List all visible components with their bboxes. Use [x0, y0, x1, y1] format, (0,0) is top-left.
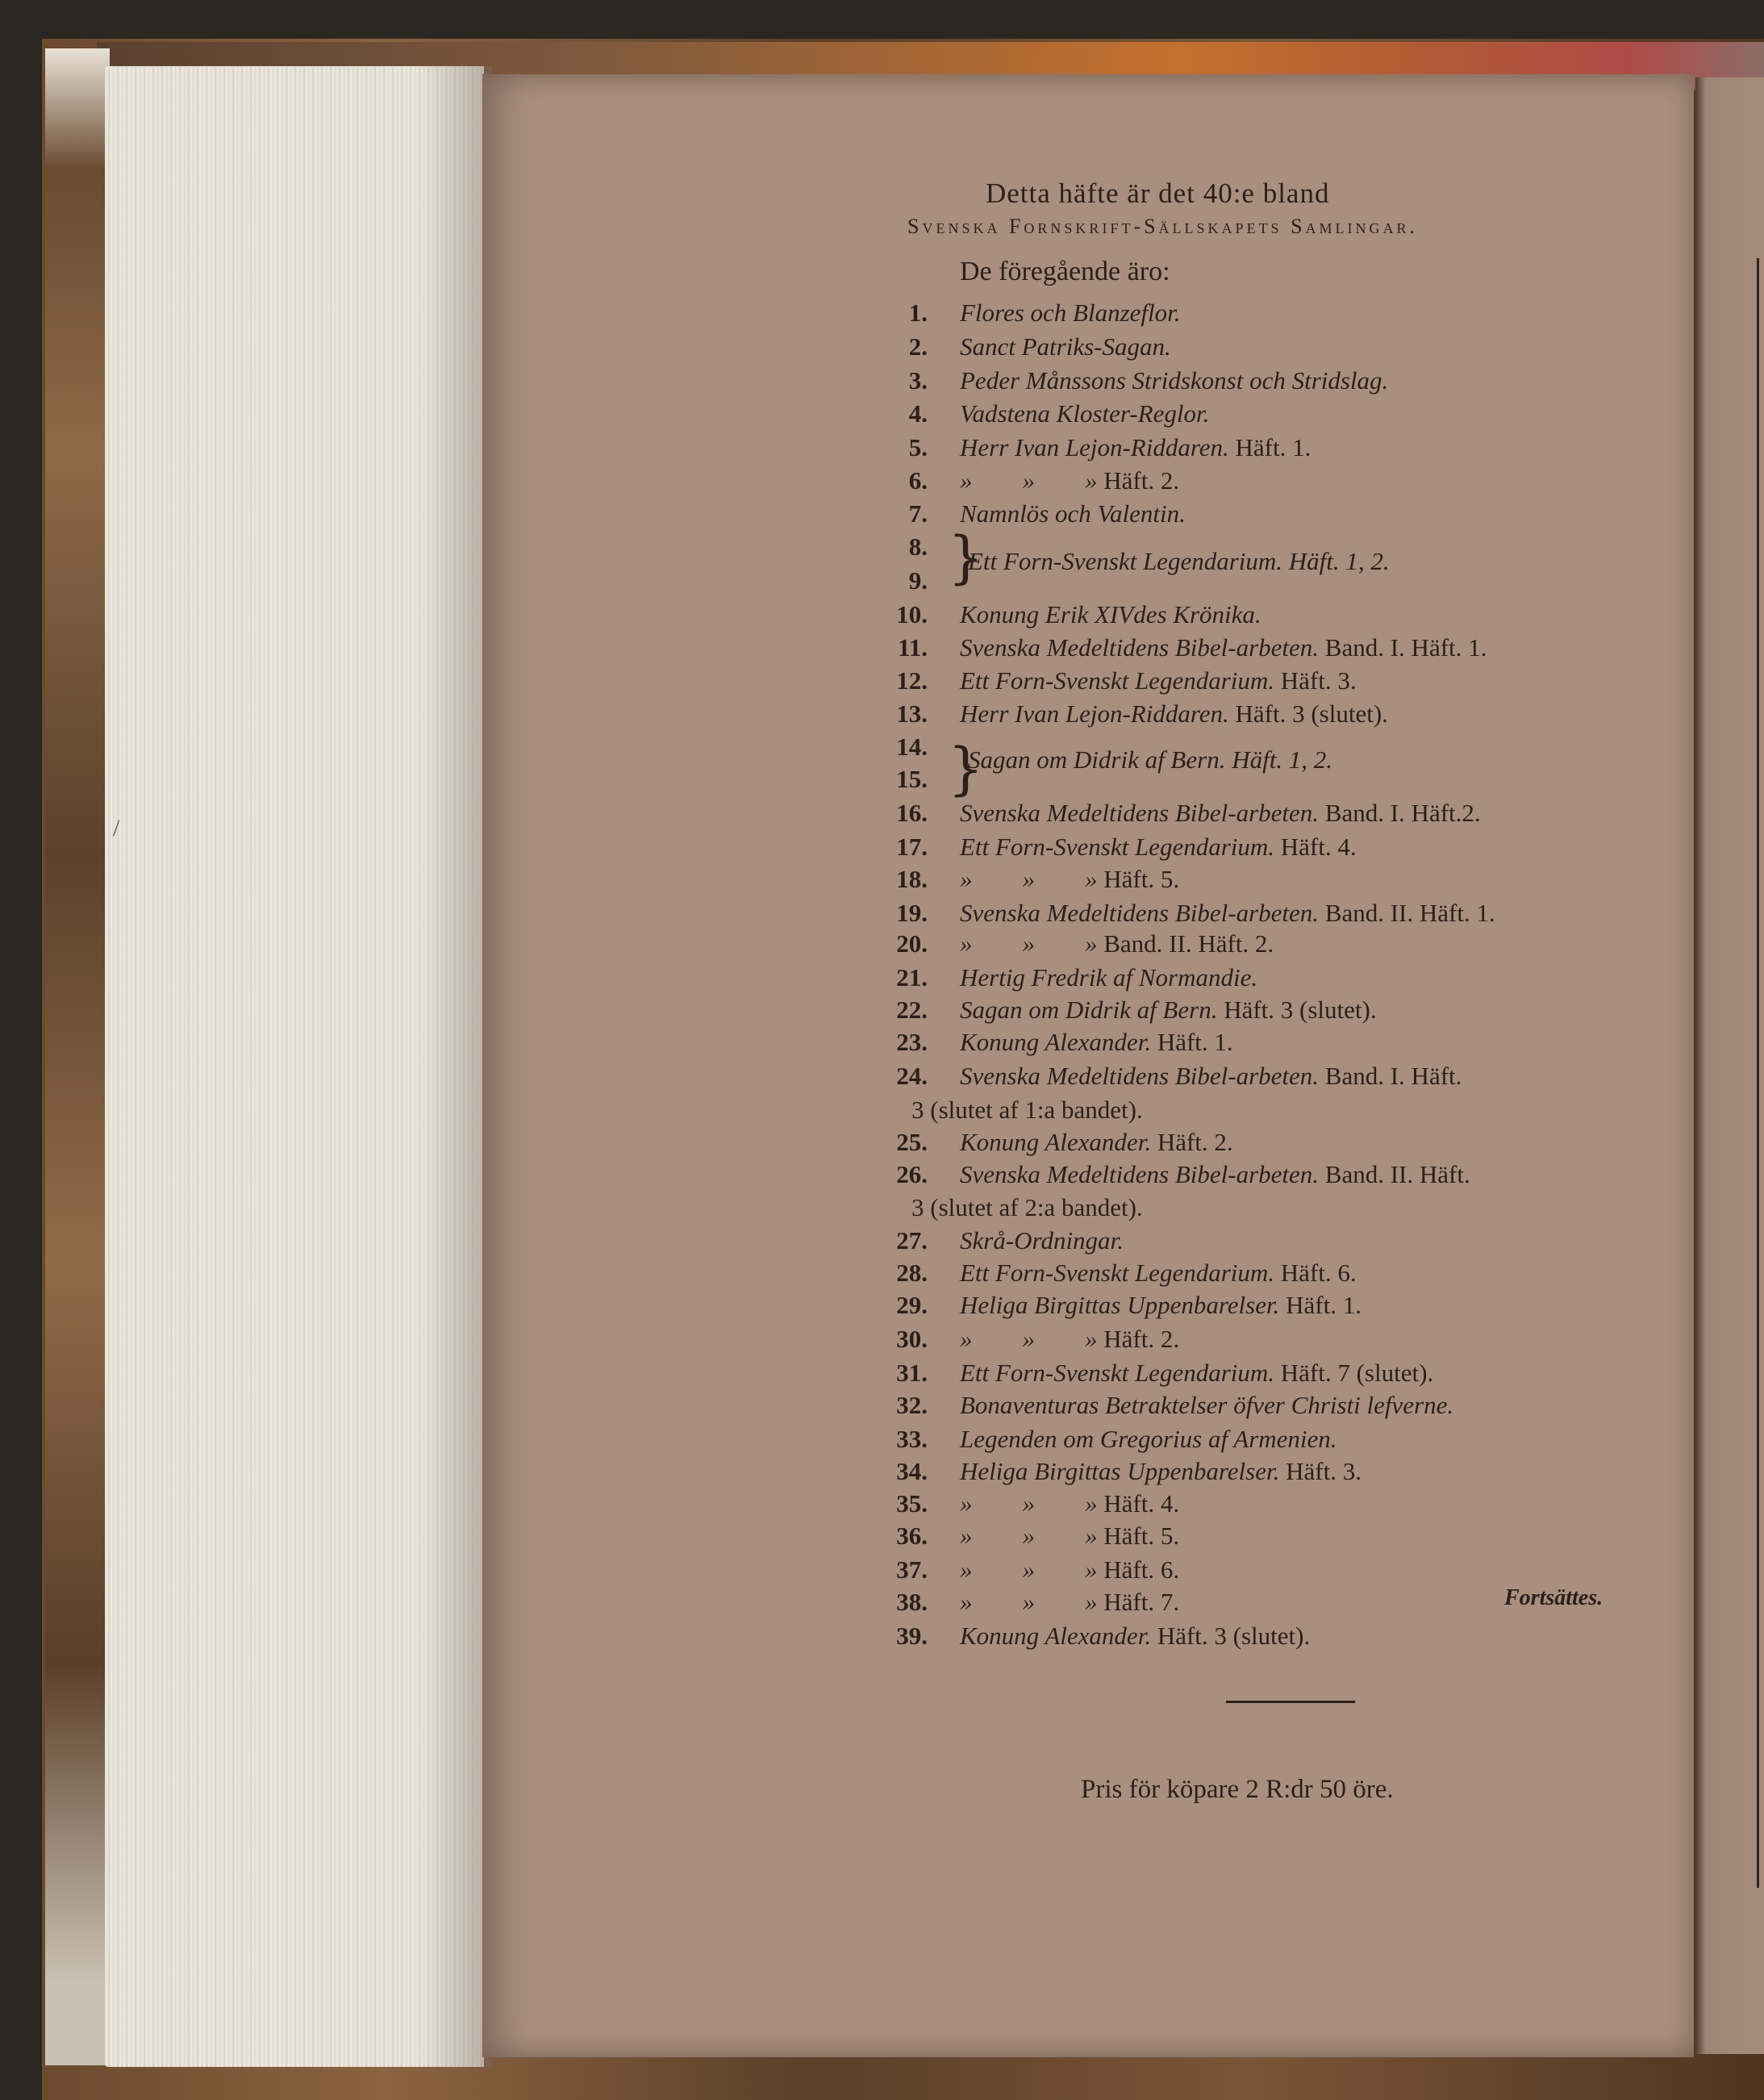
entry-title: [960, 797, 1481, 829]
entry-row: [879, 1520, 1653, 1552]
entry-number: 13.: [896, 699, 928, 728]
entry-number: 8.: [908, 532, 928, 561]
entry-suffix: Häft. 7.: [1103, 1588, 1180, 1616]
entry-title: [960, 331, 1171, 363]
entry-number: 5.: [908, 433, 928, 461]
entry-title-text: » » »: [960, 865, 1098, 893]
entry-row: [879, 1225, 1653, 1257]
entry-row: [879, 1554, 1653, 1586]
entry-number: 33.: [896, 1425, 928, 1453]
entry-title: [960, 297, 1181, 329]
entry-title: [960, 831, 1357, 863]
entry-suffix: Häft. 6.: [1280, 1259, 1357, 1287]
entry-number: 23.: [896, 1028, 928, 1056]
price-line: Pris för köpare 2 R:dr 50 öre.: [1081, 1775, 1394, 1804]
entry-number: 14.: [896, 733, 928, 761]
entry-number: 18.: [896, 865, 928, 893]
entry-suffix: Häft. 1.: [1235, 433, 1312, 461]
entry-title-text: Ett Forn-Svenskt Legendarium.: [960, 1359, 1275, 1387]
entry-title-text: Svenska Medeltidens Bibel-arbeten.: [960, 1062, 1320, 1090]
brace-8-9: }: [948, 524, 984, 591]
entry-title-text: Ett Forn-Svenskt Legendarium.: [960, 833, 1275, 861]
entry-number: 31.: [896, 1359, 928, 1387]
brace-14-15: }: [948, 736, 984, 802]
entry-title: [960, 1060, 1462, 1092]
divider-rule: [1226, 1701, 1355, 1703]
entry-title-text: Bonaventuras Betraktelser öfver Christi lefverne.: [960, 1391, 1454, 1419]
entry-row: [879, 1060, 1653, 1092]
entry-title: [960, 1620, 1310, 1652]
entry-number: 19.: [896, 899, 928, 927]
entry-title: [960, 1554, 1179, 1586]
entry-row: [879, 1126, 1653, 1159]
entry-row: [879, 1488, 1653, 1520]
entry-suffix: Häft. 1.: [1157, 1028, 1233, 1056]
entry-number: 24.: [896, 1062, 928, 1090]
entry-title-text: Svenska Medeltidens Bibel-arbeten.: [960, 1160, 1320, 1188]
entry-title: [960, 1225, 1124, 1257]
entry-row: [879, 398, 1653, 430]
entry-title-text: Svenska Medeltidens Bibel-arbeten.: [960, 799, 1320, 827]
entry-title-text: Peder Månssons Stridskonst och Stridslag.: [960, 366, 1389, 395]
entry-title-text: » » »: [960, 1522, 1098, 1550]
entry-number: 11.: [897, 633, 928, 662]
entry-number: 7.: [908, 499, 928, 528]
entry-title-text: Svenska Medeltidens Bibel-arbeten.: [960, 899, 1320, 927]
entry-row: [879, 928, 1653, 960]
heading-line-1: Detta häfte är det 40:e bland: [986, 177, 1330, 209]
heading-line-2: Svenska Fornskrift-Sällskapets Samlingar.: [907, 215, 1419, 238]
entry-title: [960, 1488, 1179, 1520]
entry-row: [879, 897, 1653, 929]
entry-title-text: Ett Forn-Svenskt Legendarium.: [960, 666, 1275, 695]
entry-number: 27.: [896, 1226, 928, 1255]
left-cover-edge: [45, 48, 110, 2065]
entry-row: [879, 331, 1653, 363]
entry-suffix: Band. II. Häft. 2.: [1103, 929, 1274, 958]
entry-suffix: Häft. 3.: [1280, 666, 1357, 695]
entry-number: 3.: [908, 366, 928, 395]
entry-row: [879, 1357, 1653, 1389]
entry-number: 32.: [896, 1391, 928, 1419]
entry-row: [879, 665, 1653, 697]
entry-title-text: Sagan om Didrik af Bern.: [960, 996, 1218, 1024]
entry-number: 6.: [908, 466, 928, 495]
entry-suffix: Häft. 2.: [1103, 1325, 1180, 1353]
entry-title-text: » » »: [960, 1489, 1098, 1518]
entry-title-text: » » »: [960, 1555, 1098, 1584]
entry-suffix: Häft. 2.: [1157, 1128, 1233, 1156]
entry-title: [960, 1126, 1233, 1159]
entry-number: 28.: [896, 1259, 928, 1287]
entry-title-text: Konung Alexander.: [960, 1622, 1152, 1650]
entry-title: [960, 863, 1179, 896]
entry-title: [960, 1520, 1179, 1552]
entry-title-text: Legenden om Gregorius af Armenien.: [960, 1425, 1337, 1453]
entry-suffix: Häft. 3.: [1286, 1457, 1362, 1485]
entry-suffix: Band. I. Häft. 1.: [1324, 633, 1487, 662]
entry-row: [879, 432, 1653, 464]
entry-number: 4.: [908, 399, 928, 428]
entry-title-text: » » »: [960, 929, 1098, 958]
entry-suffix: Häft. 3 (slutet).: [1157, 1622, 1311, 1650]
entry-row: [879, 1026, 1653, 1058]
entry-row: [879, 698, 1653, 730]
entry-row: [879, 365, 1653, 397]
entry-24-continuation: 3 (slutet af 1:a bandet).: [911, 1096, 1143, 1124]
entry-suffix: Häft. 3 (slutet).: [1235, 699, 1388, 728]
entry-number: 38.: [896, 1588, 928, 1616]
entry-number: 22.: [896, 996, 928, 1024]
entry-row: [879, 1389, 1653, 1422]
entry-row: [879, 1257, 1653, 1289]
entry-suffix: Band. II. Häft.: [1324, 1160, 1470, 1188]
entry-suffix: Häft. 4.: [1280, 833, 1357, 861]
facing-page-edge: [1695, 77, 1764, 2054]
margin-mark: /: [113, 815, 120, 841]
intro-text: De föregående äro:: [960, 257, 1170, 286]
entry-26-continuation: 3 (slutet af 2:a bandet).: [911, 1193, 1143, 1221]
entry-number: 29.: [896, 1291, 928, 1319]
entry-number: 9.: [908, 566, 928, 595]
entry-title-text: Ett Forn-Svenskt Legendarium.: [960, 1259, 1275, 1287]
entry-title: [960, 398, 1209, 430]
entry-title-text: » » »: [960, 1588, 1098, 1616]
entry-title: [960, 1257, 1357, 1289]
entry-title: [960, 1026, 1233, 1058]
entry-row: [879, 632, 1653, 664]
entry-title: [960, 698, 1388, 730]
entry-title: [960, 1289, 1362, 1321]
entry-number: 35.: [896, 1489, 928, 1518]
entry-title-text: Konung Alexander.: [960, 1128, 1152, 1156]
entry-number: 34.: [896, 1457, 928, 1485]
entry-row: [879, 863, 1653, 896]
facing-page-rule: [1757, 258, 1759, 1888]
entry-number: 26.: [896, 1160, 928, 1188]
entry-title: [960, 632, 1487, 664]
entry-suffix: Band. II. Häft. 1.: [1324, 899, 1495, 927]
entry-number: 10.: [896, 600, 928, 628]
entry-row: [879, 1159, 1653, 1191]
entry-row: [879, 962, 1653, 994]
entry-row: [879, 498, 1653, 530]
entry-title: [960, 1455, 1362, 1488]
entry-number: 36.: [896, 1522, 928, 1550]
entry-number: 20.: [896, 929, 928, 958]
entry-title-text: Svenska Medeltidens Bibel-arbeten.: [960, 633, 1320, 662]
entry-title-text: » » »: [960, 1325, 1098, 1353]
entry-title: [960, 665, 1357, 697]
entry-title: [960, 1389, 1453, 1422]
entry-row: [879, 1423, 1653, 1455]
entry-number: 37.: [896, 1555, 928, 1584]
entry-title-text: » » »: [960, 466, 1098, 495]
entry-number: 39.: [896, 1622, 928, 1650]
fortsattes-note: Fortsättes.: [1504, 1585, 1603, 1610]
entry-row: [879, 599, 1653, 631]
entry-title: [960, 1159, 1470, 1191]
entry-title-text: Vadstena Kloster-Reglor.: [960, 399, 1210, 428]
entry-title-text: Herr Ivan Lejon-Riddaren.: [960, 433, 1229, 461]
entry-title: [960, 928, 1274, 960]
entry-number: 15.: [896, 765, 928, 793]
entry-suffix: Häft. 3 (slutet).: [1224, 996, 1377, 1024]
entry-title: [960, 498, 1186, 530]
entry-suffix: Häft. 1.: [1286, 1291, 1362, 1319]
entry-title: [960, 994, 1377, 1026]
entry-title-text: Heliga Birgittas Uppenbarelser.: [960, 1457, 1280, 1485]
entry-title-text: Namnlös och Valentin.: [960, 499, 1186, 528]
bracket-entry-14-15: Sagan om Didrik af Bern. Häft. 1, 2.: [968, 745, 1333, 774]
entry-suffix: Häft. 7 (slutet).: [1280, 1359, 1434, 1387]
bracket-entry-8-9: Ett Forn-Svenskt Legendarium. Häft. 1, 2.: [968, 547, 1390, 575]
entry-row: [879, 1323, 1653, 1355]
entry-number: 21.: [896, 963, 928, 992]
entry-number: 16.: [896, 799, 928, 827]
entry-suffix: Band. I. Häft.: [1324, 1062, 1462, 1090]
entry-number: 2.: [908, 332, 928, 361]
entry-title: [960, 465, 1179, 497]
entry-number: 1.: [908, 299, 928, 327]
entry-title: [960, 1423, 1337, 1455]
entry-number: 25.: [896, 1128, 928, 1156]
entry-title: [960, 962, 1257, 994]
entry-title: [960, 365, 1388, 397]
entry-number: 17.: [896, 833, 928, 861]
entry-title-text: Sanct Patriks-Sagan.: [960, 332, 1171, 361]
entry-title: [960, 432, 1311, 464]
entry-suffix: Häft. 2.: [1103, 466, 1180, 495]
entry-suffix: Häft. 5.: [1103, 865, 1180, 893]
entry-suffix: Häft. 6.: [1103, 1555, 1180, 1584]
entry-title-text: Herr Ivan Lejon-Riddaren.: [960, 699, 1229, 728]
entry-title-text: Skrå-Ordningar.: [960, 1226, 1124, 1255]
entry-suffix: Häft. 5.: [1103, 1522, 1180, 1550]
entry-title: [960, 1323, 1179, 1355]
entry-title: [960, 1586, 1179, 1618]
entry-row: [879, 1455, 1653, 1488]
entry-number: 30.: [896, 1325, 928, 1353]
entry-title-text: Flores och Blanzeflor.: [960, 299, 1181, 327]
entry-title: [960, 897, 1495, 929]
entry-number: 12.: [896, 666, 928, 695]
entry-title-text: Konung Alexander.: [960, 1028, 1152, 1056]
entry-row: [879, 297, 1653, 329]
entry-row: [879, 1620, 1653, 1652]
entry-title-text: Konung Erik XIVdes Krönika.: [960, 600, 1261, 628]
entry-row: [879, 1289, 1653, 1321]
entry-row: [879, 994, 1653, 1026]
entry-title: [960, 1357, 1433, 1389]
entry-title-text: Heliga Birgittas Uppenbarelser.: [960, 1291, 1280, 1319]
entry-row: [879, 831, 1653, 863]
entry-title: [960, 599, 1261, 631]
gutter-shadow: [419, 66, 492, 2067]
entry-suffix: Band. I. Häft.2.: [1324, 799, 1481, 827]
entry-title-text: Hertig Fredrik af Normandie.: [960, 963, 1258, 992]
entry-row: [879, 465, 1653, 497]
entry-suffix: Häft. 4.: [1103, 1489, 1180, 1518]
entry-row: [879, 797, 1653, 829]
